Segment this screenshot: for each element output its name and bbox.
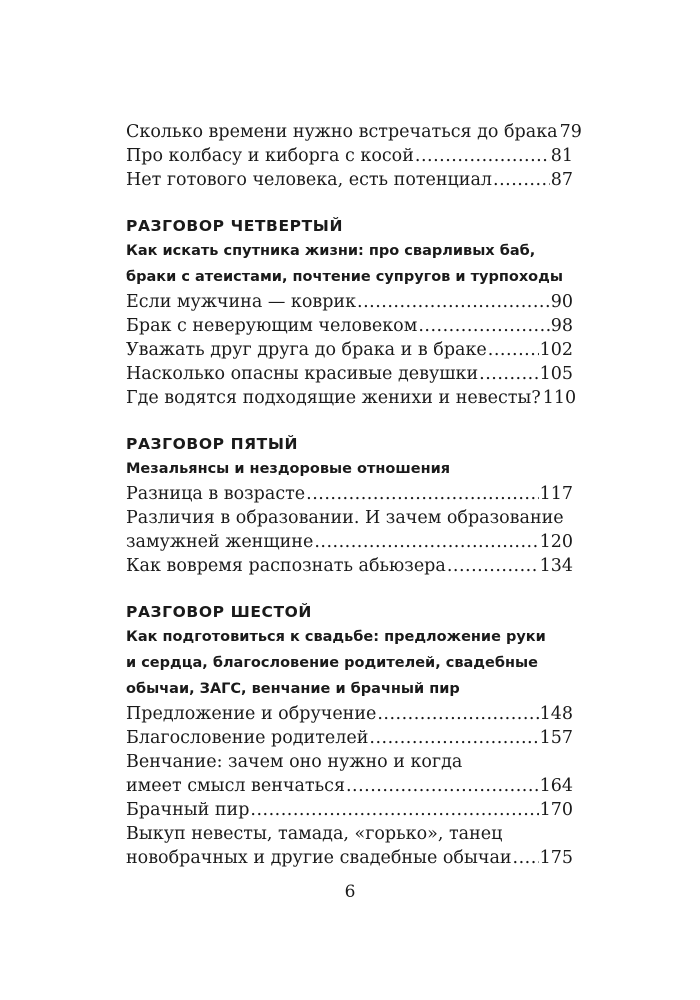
section-heading: РАЗГОВОР ШЕСТОЙ (126, 603, 313, 621)
toc-entry-page: 102 (539, 340, 573, 360)
toc-entry[interactable] (126, 362, 573, 386)
dot-leader (369, 726, 538, 750)
toc-entry-title[interactable]: Венчание: зачем оно нужно и когда (126, 752, 463, 772)
dot-leader (377, 702, 538, 726)
toc-entry-title: Уважать друг друга до брака и в браке (126, 340, 487, 360)
toc-entry[interactable] (126, 554, 573, 578)
dot-leader (357, 290, 550, 314)
toc-entry-page: 157 (539, 728, 573, 748)
toc-entry-title: Брачный пир (126, 800, 250, 820)
toc-entry-title: Где водятся подходящие женихи и невесты? (126, 388, 541, 408)
toc-entry[interactable] (126, 846, 573, 870)
toc-entry-title-continuation: новобрачных и другие свадебные обычаи (126, 848, 512, 868)
toc-entry[interactable] (126, 774, 573, 798)
toc-entry[interactable] (126, 726, 573, 750)
dot-leader (418, 314, 549, 338)
toc-entry[interactable] (126, 530, 573, 554)
toc-entry-title: Сколько времени нужно встречаться до брака (126, 122, 558, 142)
toc-entry-title: Нет готового человека, есть потенциал (126, 170, 493, 190)
toc-entry-page: 110 (542, 388, 577, 408)
toc-entry[interactable] (126, 482, 573, 506)
toc-entry-title: Брак с неверующим человеком (126, 316, 418, 336)
toc-entry-page: 134 (539, 556, 573, 576)
toc-entry[interactable] (126, 702, 573, 726)
toc-entry-title: Насколько опасны красивые девушки (126, 364, 479, 384)
dot-leader (306, 482, 538, 506)
dot-leader (513, 846, 539, 870)
dot-leader (415, 144, 550, 168)
toc-entry-page: 120 (539, 532, 573, 552)
page-number: 6 (344, 882, 356, 902)
toc-entry-title: Предложение и обручение (126, 704, 377, 724)
toc-entry-page: 79 (559, 122, 582, 142)
table-of-contents (126, 120, 582, 870)
toc-entry-page: 87 (550, 170, 573, 190)
intro-entries (126, 120, 582, 192)
toc-entry-page: 175 (539, 848, 573, 868)
toc-entry-title: Про колбасу и киборга с косой (126, 146, 414, 166)
toc-entry-page: 117 (539, 484, 573, 504)
toc-entry-page: 105 (539, 364, 573, 384)
toc-entry[interactable] (126, 314, 573, 338)
section-subtitle-line: Как подготовиться к свадьбе: предложение руки (126, 629, 546, 645)
section-heading: РАЗГОВОР ПЯТЫЙ (126, 435, 299, 453)
dot-leader (346, 774, 539, 798)
toc-entry[interactable] (126, 338, 573, 362)
toc-entry[interactable] (126, 798, 573, 822)
dot-leader (250, 798, 538, 822)
toc-entry-title-continuation: замужней женщине (126, 532, 314, 552)
toc-entry-page: 81 (550, 146, 573, 166)
toc-entry[interactable] (126, 386, 577, 410)
toc-entry-title-continuation: имеет смысл венчаться (126, 776, 345, 796)
dot-leader (493, 168, 550, 192)
section-conversation-five (126, 432, 573, 578)
toc-entry[interactable] (126, 144, 573, 168)
toc-entry-page: 90 (550, 292, 573, 312)
toc-entry-page: 148 (539, 704, 573, 724)
toc-entry-page: 170 (539, 800, 573, 820)
toc-entry[interactable] (126, 120, 582, 144)
toc-entry-page: 164 (539, 776, 573, 796)
section-subtitle-line: обычаи, ЗАГС, венчание и брачный пир (126, 681, 460, 697)
section-subtitle-line: Мезальянсы и нездоровые отношения (126, 461, 451, 477)
toc-entry-title[interactable]: Различия в образовании. И зачем образование (126, 508, 564, 528)
toc-entry-title: Благословение родителей (126, 728, 369, 748)
section-conversation-four (126, 214, 577, 410)
section-subtitle-line: Как искать спутника жизни: про сварливых баб, (126, 243, 536, 259)
section-subtitle-line: и сердца, благословение родителей, свадебные (126, 655, 538, 671)
section-conversation-six (126, 600, 573, 870)
dot-leader (479, 362, 538, 386)
toc-entry-title[interactable]: Выкуп невесты, тамада, «горько», танец (126, 824, 503, 844)
dot-leader (447, 554, 539, 578)
toc-entry[interactable] (126, 168, 573, 192)
section-subtitle-line: браки с атеистами, почтение супругов и турпоходы (126, 269, 563, 285)
toc-entry[interactable] (126, 290, 573, 314)
dot-leader (314, 530, 538, 554)
toc-entry-title: Если мужчина — коврик (126, 292, 357, 312)
toc-entry-title: Как вовремя распознать абьюзера (126, 556, 446, 576)
dot-leader (488, 338, 539, 362)
section-heading: РАЗГОВОР ЧЕТВЕРТЫЙ (126, 217, 344, 235)
toc-entry-title: Разница в возрасте (126, 484, 306, 504)
toc-entry-page: 98 (550, 316, 573, 336)
